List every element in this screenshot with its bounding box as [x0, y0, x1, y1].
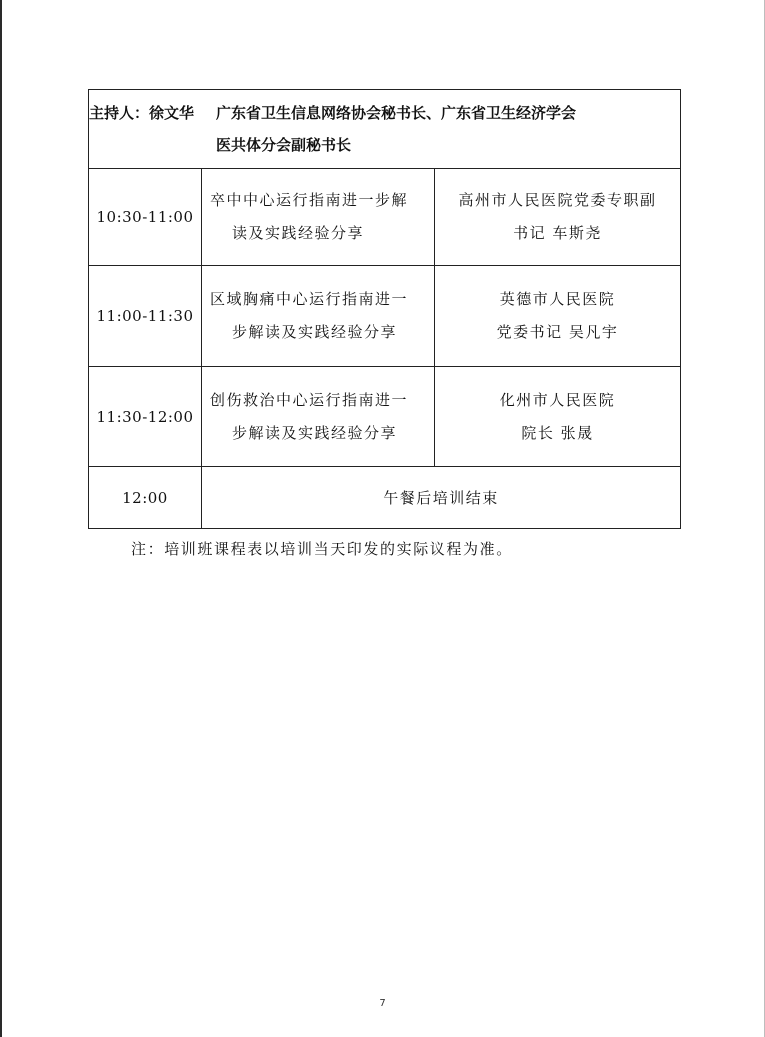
session-speaker — [435, 367, 681, 467]
session-topic-line1: 创伤救治中心运行指南进一 — [210, 390, 409, 409]
session-speaker-line2: 院长 张晟 — [521, 423, 594, 442]
session-speaker-line1: 高州市人民医院党委专职副 — [458, 191, 657, 209]
session-topic-line2: 步解读及实践经验分享 — [232, 423, 398, 442]
session-speaker — [435, 266, 681, 367]
schedule-table — [88, 89, 681, 529]
session-speaker-line1: 化州市人民医院 — [499, 390, 616, 409]
session-topic — [202, 169, 435, 266]
page-edge-left — [0, 0, 2, 1037]
host-cell — [89, 90, 681, 169]
page-number: 7 — [379, 998, 386, 1009]
session-time: 11:30-12:00 — [89, 367, 202, 467]
closing-time: 12:00 — [89, 467, 202, 529]
session-row — [89, 169, 681, 266]
host-title-line2: 医共体分会副秘书长 — [216, 136, 352, 154]
session-topic-line1: 卒中中心运行指南进一步解 — [210, 191, 409, 209]
session-topic — [202, 266, 435, 367]
session-topic-line2: 读及实践经验分享 — [232, 224, 365, 242]
session-row — [89, 266, 681, 367]
schedule-note: 注：培训班课程表以培训当天印发的实际议程为准。 — [131, 540, 513, 558]
session-topic — [202, 367, 435, 467]
session-time: 10:30-11:00 — [89, 169, 202, 266]
host-row — [89, 90, 681, 169]
session-speaker-line2: 书记 车斯尧 — [513, 224, 602, 242]
closing-text: 午餐后培训结束 — [202, 467, 681, 529]
session-topic-line1: 区域胸痛中心运行指南进一 — [210, 290, 409, 308]
session-speaker-line1: 英德市人民医院 — [499, 290, 616, 308]
session-speaker — [435, 169, 681, 266]
session-topic-line2: 步解读及实践经验分享 — [232, 323, 398, 341]
session-time: 11:00-11:30 — [89, 266, 202, 367]
host-title — [216, 97, 680, 161]
session-speaker-line2: 党委书记 吴凡宇 — [496, 323, 619, 341]
host-label: 主持人：徐文华 — [89, 104, 195, 122]
closing-row — [89, 467, 681, 529]
host-title-line1: 广东省卫生信息网络协会秘书长、广东省卫生经济学会 — [216, 104, 577, 122]
session-row — [89, 367, 681, 467]
